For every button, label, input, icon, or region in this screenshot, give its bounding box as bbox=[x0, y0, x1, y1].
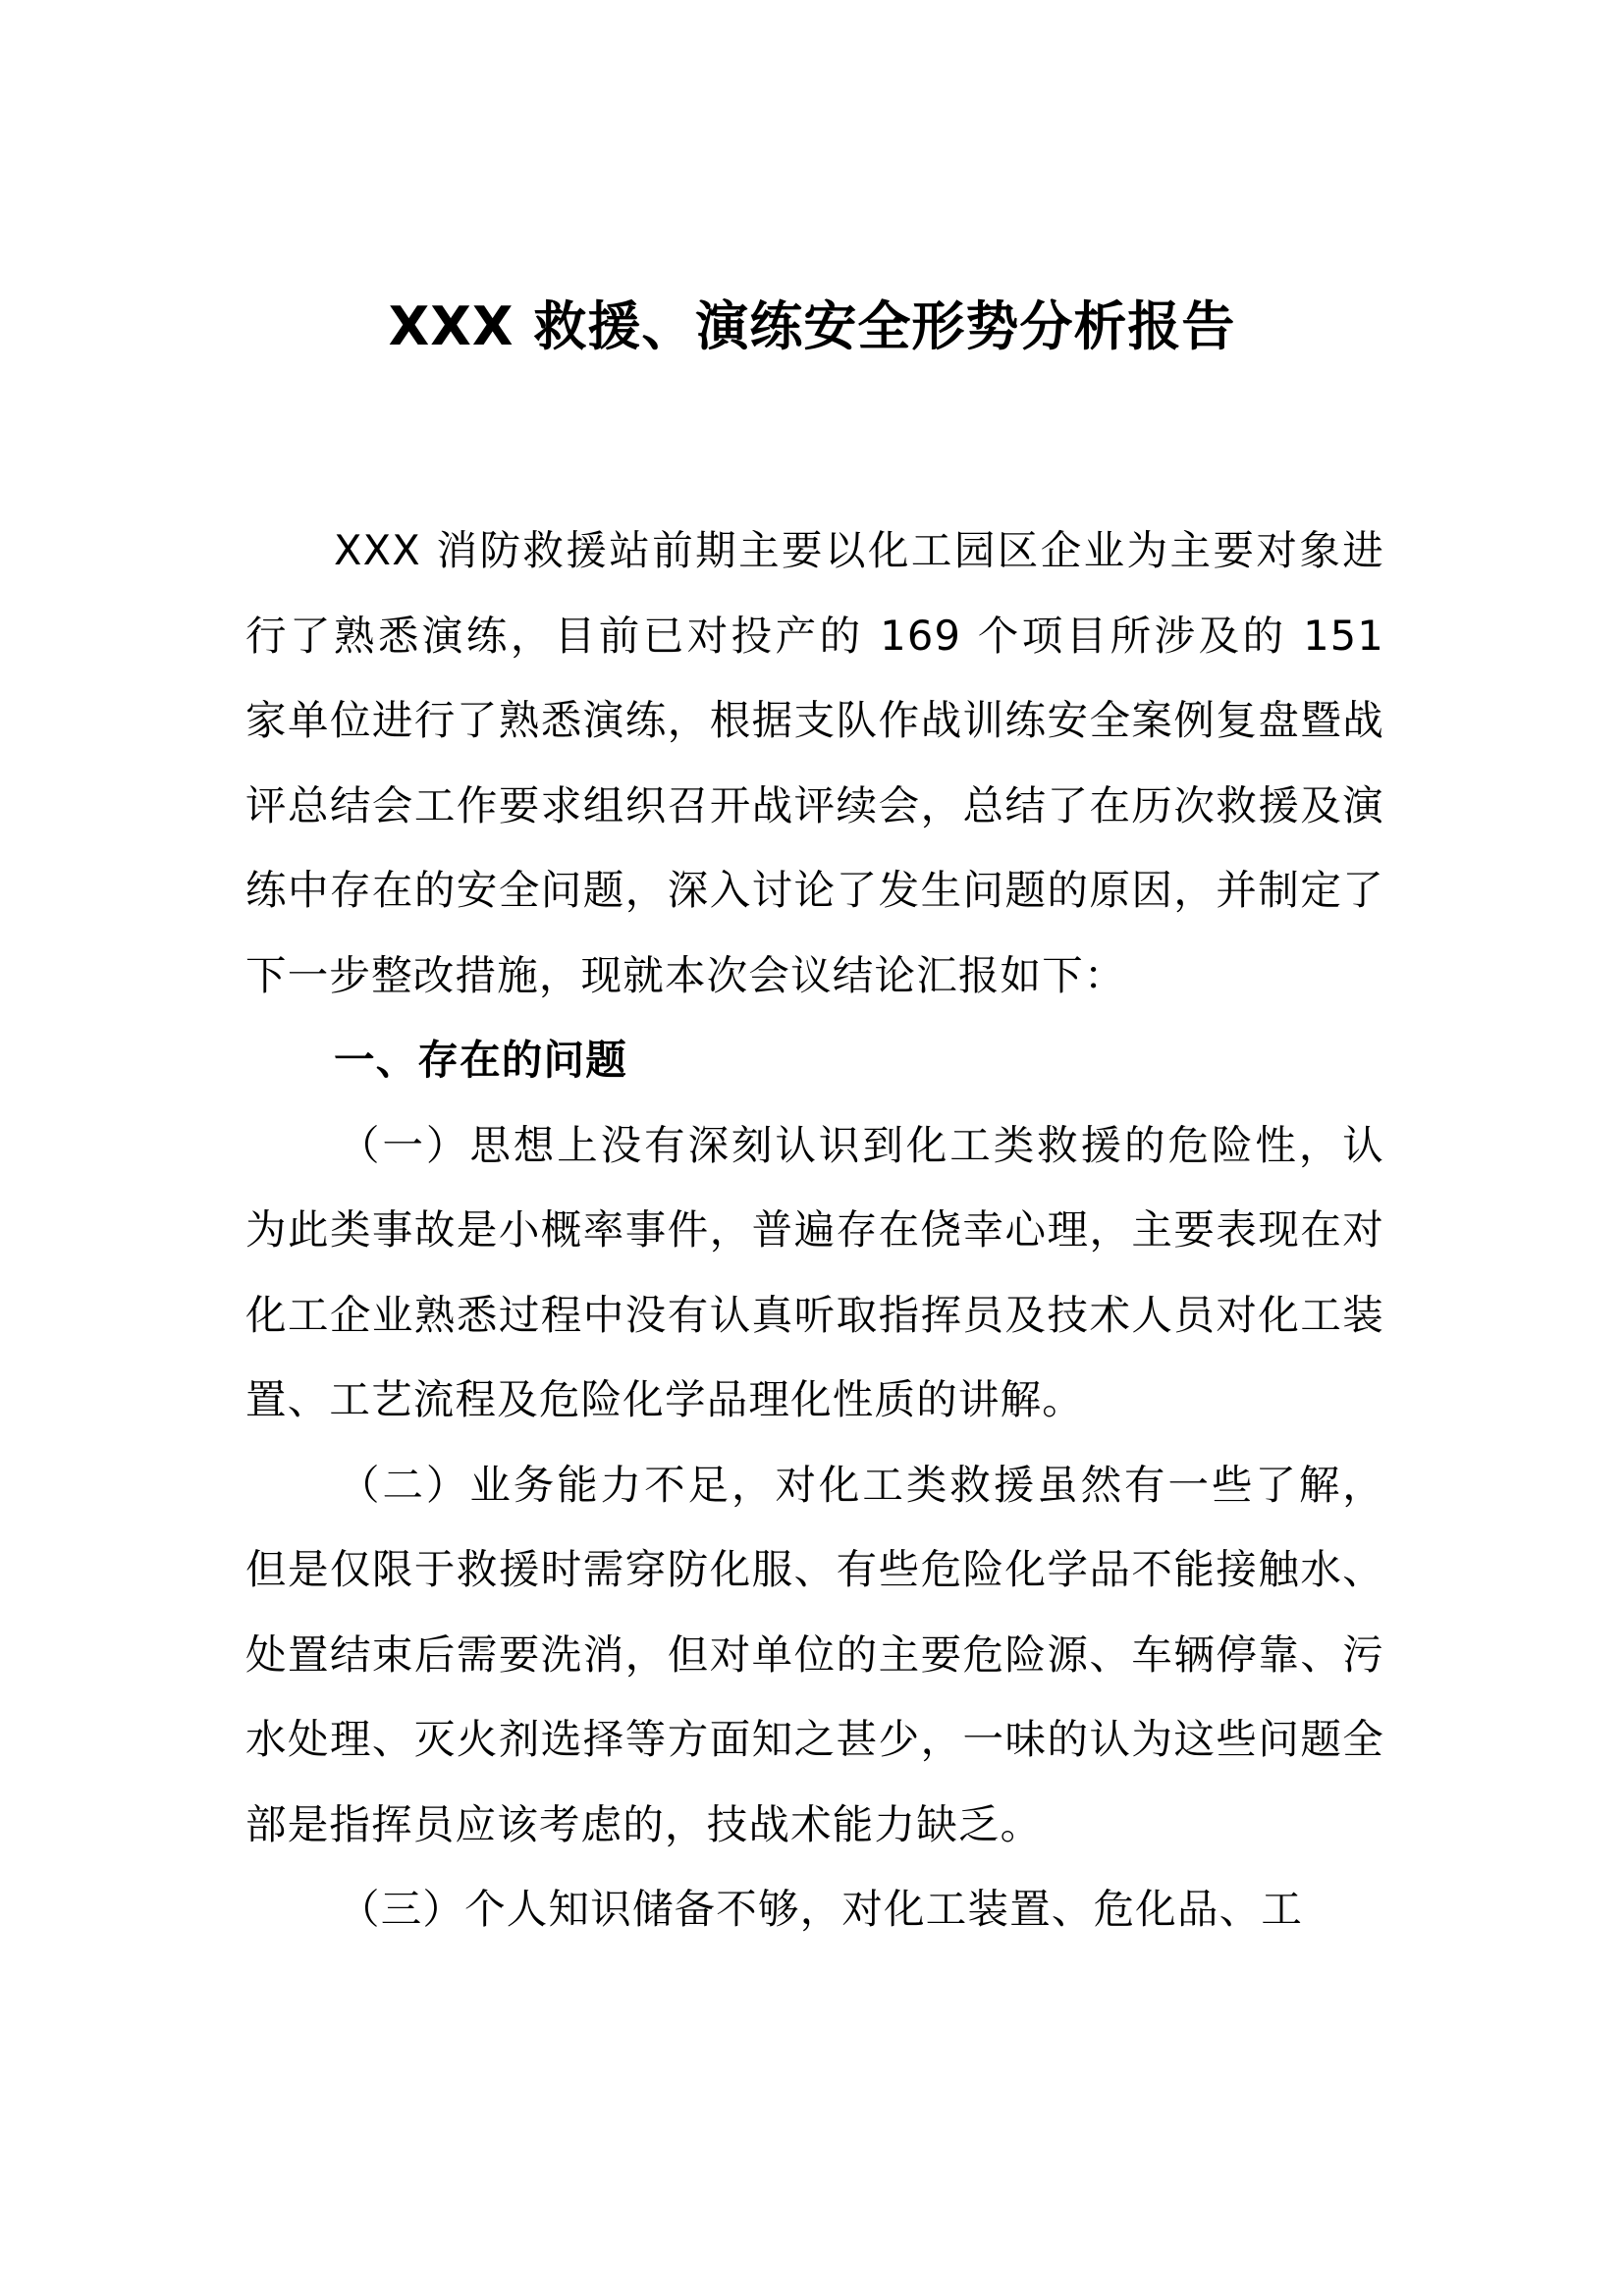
intro-paragraph: XXX 消防救援站前期主要以化工园区企业为主要对象进行了熟悉演练，目前已对投产的 169 个项目所涉及的 151 家单位进行了熟悉演练，根据支队作战训练安全案例复盘暨战评总结会工作要求组织召开战评续会，总结了在历次救援及演练中存在的安全问题，深入讨论了发生问题的原因，并制定了下一步整改措施，现就本次会议结论汇报如下： bbox=[245, 526, 1384, 999]
section-heading: 一、存在的问题 bbox=[334, 1036, 627, 1084]
document-body bbox=[245, 508, 1384, 1952]
list-item: （三）个人知识储备不够，对化工装置、危化品、工 bbox=[339, 1885, 1304, 1933]
document-title: XXX 救援、演练安全形势分析报告 bbox=[388, 295, 1236, 358]
list-item: （二）业务能力不足，对化工类救援虽然有一些了解，但是仅限于救援时需穿防化服、有些危险化学品不能接触水、处置结束后需要洗消，但对单位的主要危险源、车辆停靠、污水处理、灭火剂选择等方面知之甚少，一味的认为这些问题全部是指挥员应该考虑的，技战术能力缺乏。 bbox=[245, 1460, 1384, 1848]
list-item: （一）思想上没有深刻认识到化工类救援的危险性，认为此类事故是小概率事件，普遍存在侥幸心理，主要表现在对化工企业熟悉过程中没有认真听取指挥员及技术人员对化工装置、工艺流程及危险化学品理化性质的讲解。 bbox=[245, 1120, 1384, 1423]
